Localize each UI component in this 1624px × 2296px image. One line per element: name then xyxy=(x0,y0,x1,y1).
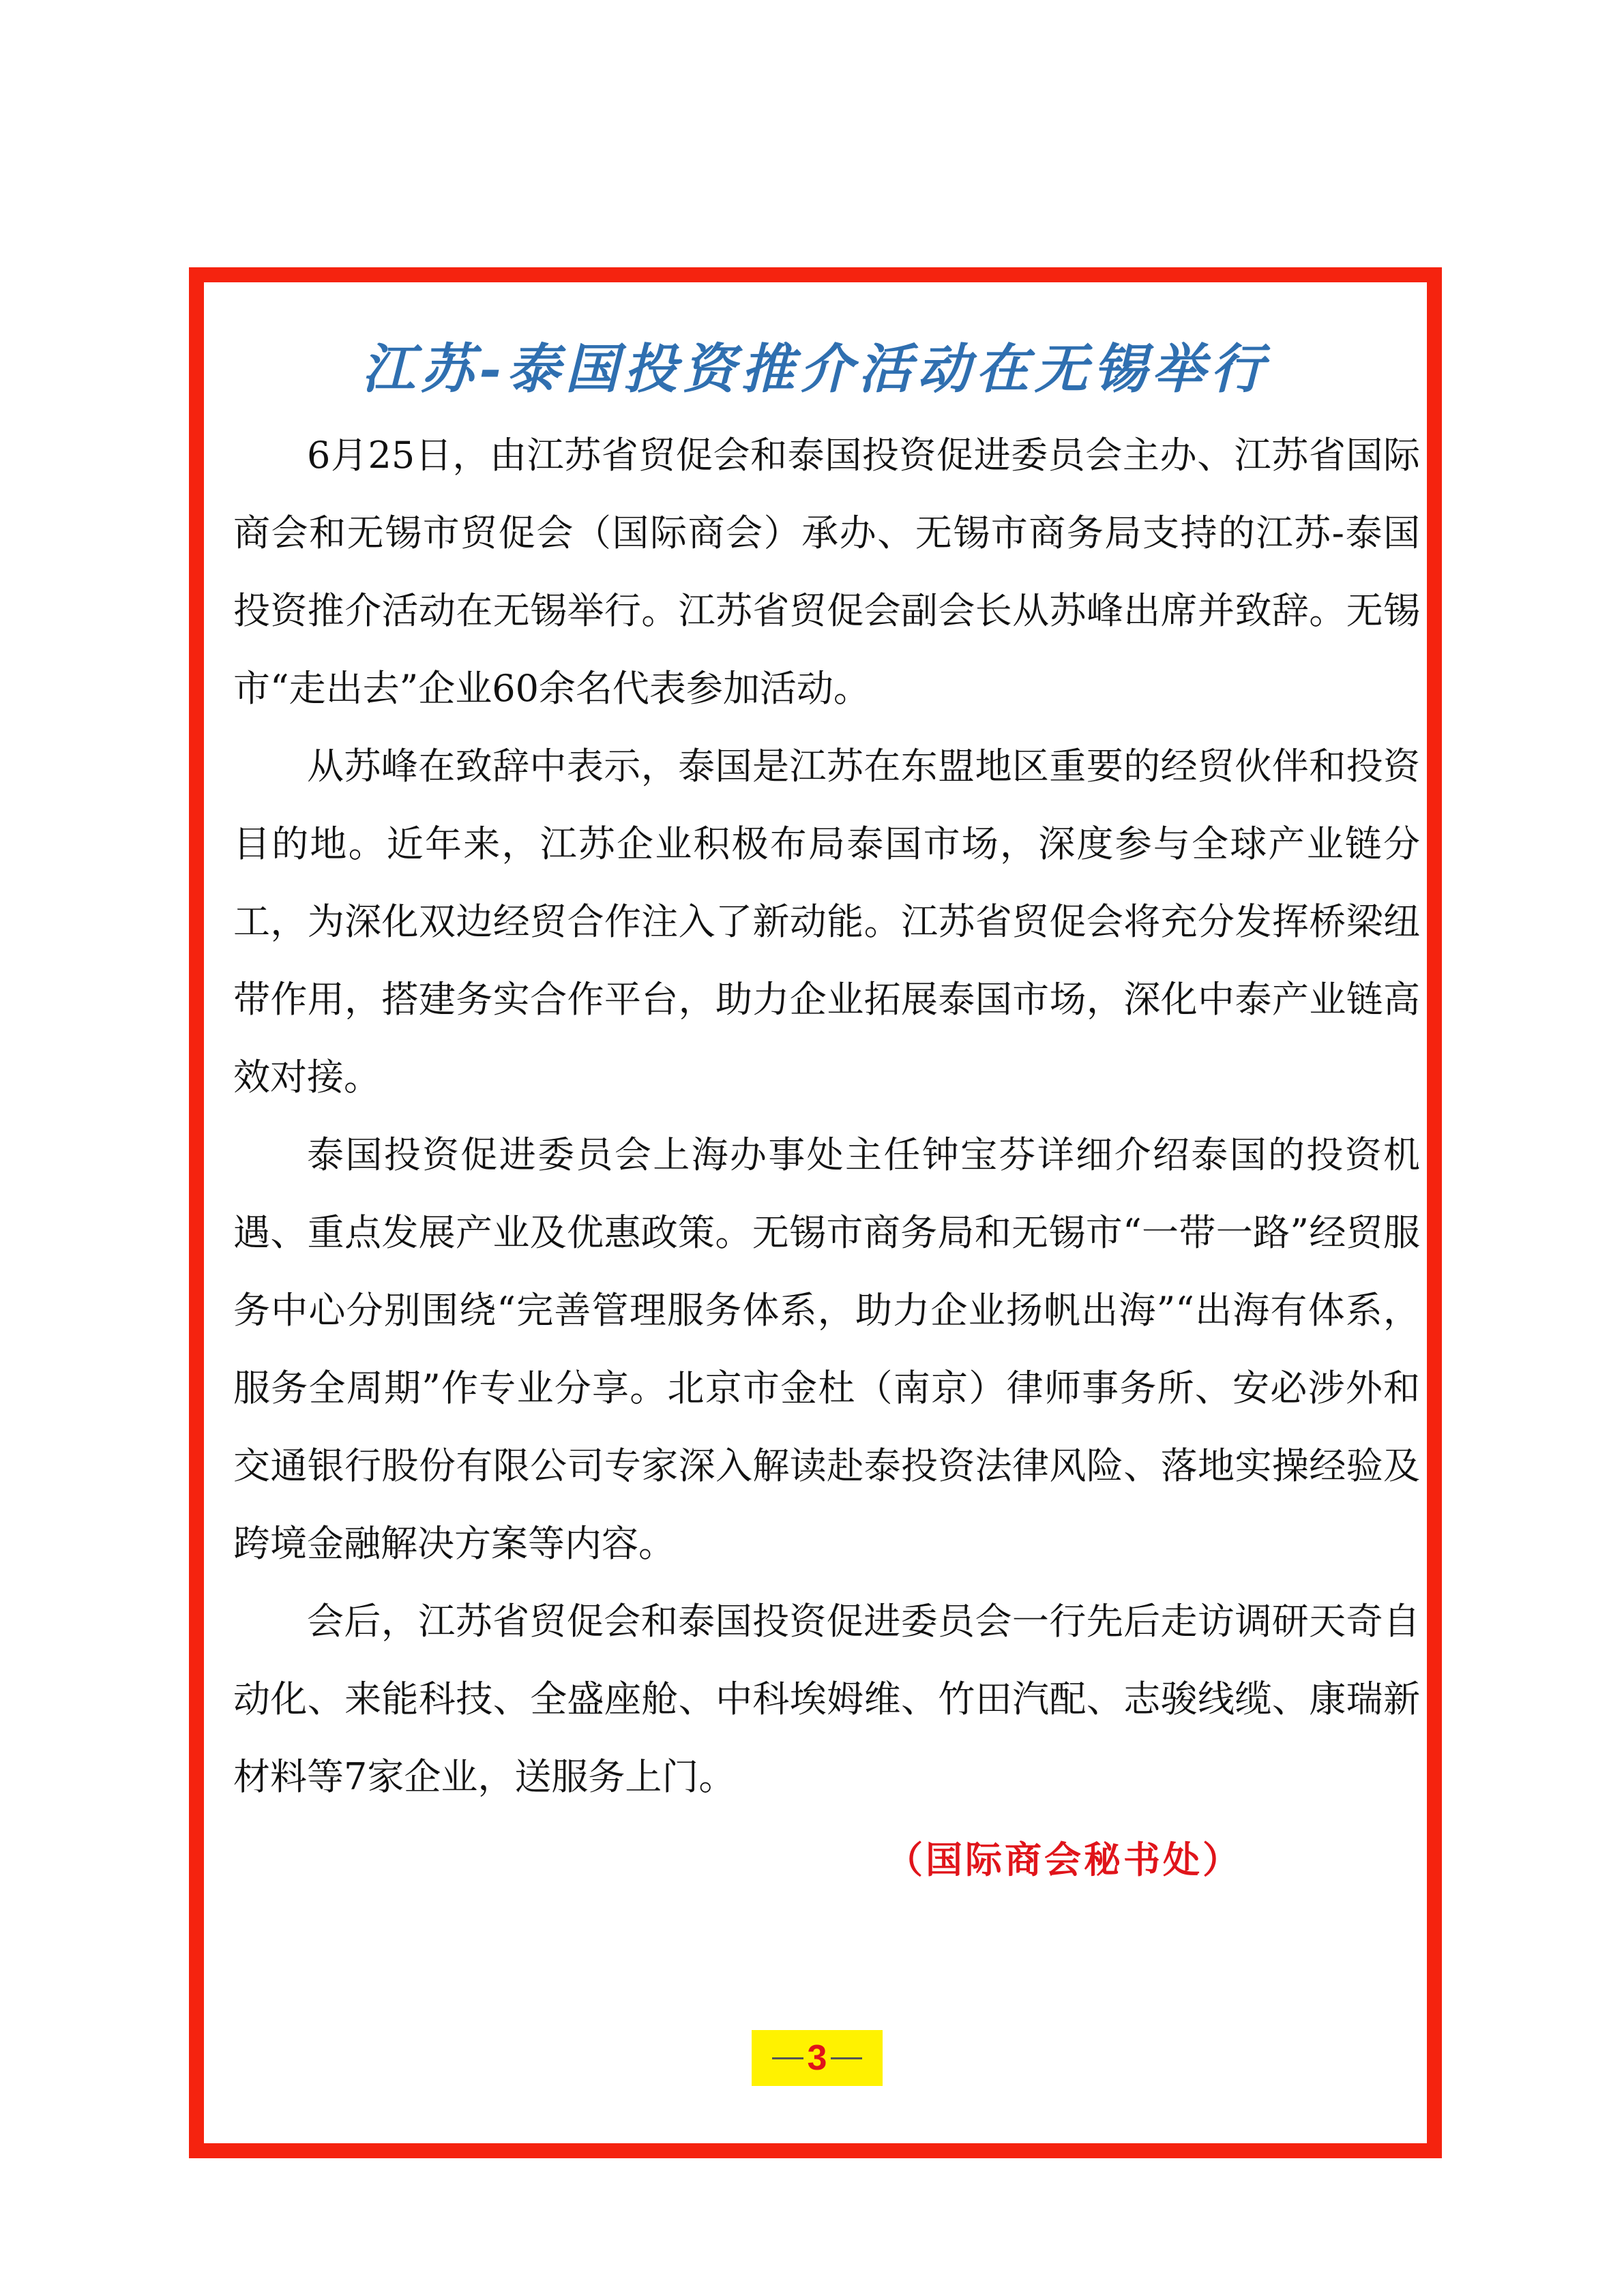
paragraph-1: 6月25日，由江苏省贸促会和泰国投资促进委员会主办、江苏省国际商会和无锡市贸促会（国际商会）承办、无锡市商务局支持的江苏-泰国投资推介活动在无锡举行。江苏省贸促会副会长从苏峰出席并致辞。无锡市“走出去”企业60余名代表参加活动。 xyxy=(233,434,1420,710)
article-body xyxy=(233,417,1420,1816)
paragraph-2: 从苏峰在致辞中表示，泰国是江苏在东盟地区重要的经贸伙伴和投资目的地。近年来，江苏企业积极布局泰国市场，深度参与全球产业链分工，为深化双边经贸合作注入了新动能。江苏省贸促会将充分发挥桥梁纽带作用，搭建务实合作平台，助力企业拓展泰国市场，深化中泰产业链高效对接。 xyxy=(233,745,1420,1099)
paragraph-4: 会后，江苏省贸促会和泰国投资促进委员会一行先后走访调研天奇自动化、来能科技、全盛座舱、中科埃姆维、竹田汽配、志骏线缆、康瑞新材料等7家企业，送服务上门。 xyxy=(233,1600,1420,1798)
paragraph-3: 泰国投资促进委员会上海办事处主任钟宝芬详细介绍泰国的投资机遇、重点发展产业及优惠政策。无锡市商务局和无锡市“一带一路”经贸服务中心分别围绕“完善管理服务体系，助力企业扬帆出海”“出海有体系，服务全周期”作专业分享。北京市金杜（南京）律师事务所、安必涉外和交通银行股份有限公司专家深入解读赴泰投资法律风险、落地实操经验及跨境金融解决方案等内容。 xyxy=(233,1133,1420,1565)
page-number: 3 xyxy=(807,2038,827,2078)
dash-left-icon xyxy=(772,2057,803,2059)
page-frame xyxy=(189,267,1442,2158)
dash-right-icon xyxy=(831,2057,862,2059)
article-signature: （国际商会秘书处） xyxy=(886,1838,1242,1881)
page-number-badge xyxy=(752,2030,883,2086)
article-title: 江苏-泰国投资推介活动在无锡举行 xyxy=(361,338,1269,400)
